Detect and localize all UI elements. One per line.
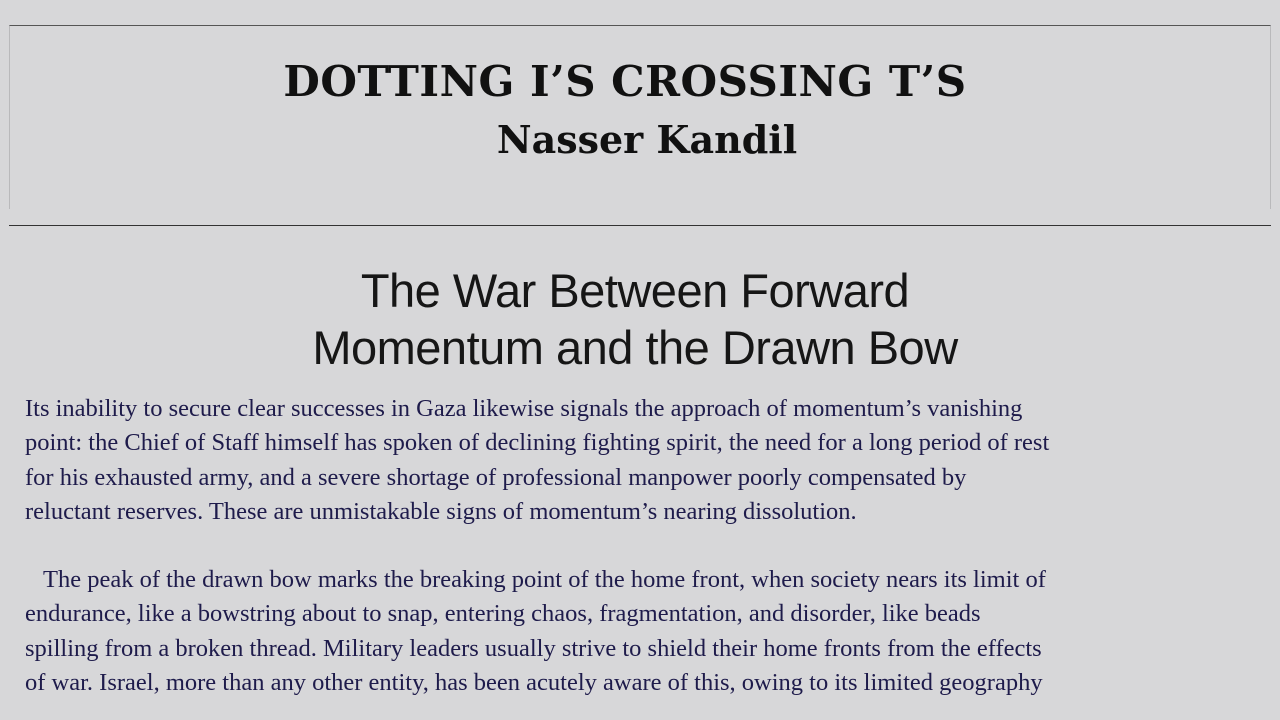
column-title: DOTTING I’S CROSSING T’S bbox=[283, 57, 967, 106]
paragraph-line: point: the Chief of Staff himself has spoken of declining fighting spirit, the need for a long period of rest bbox=[25, 429, 1050, 457]
article-title-line-1: The War Between Forward bbox=[360, 264, 910, 317]
paragraph-line: endurance, like a bowstring about to snap, entering chaos, fragmentation, and disorder, like beads bbox=[25, 600, 981, 628]
header-divider bbox=[9, 225, 1271, 226]
paragraph-line: The peak of the drawn bow marks the breaking point of the home front, when society nears its limit of bbox=[43, 566, 1046, 594]
article-title-line-2: Momentum and the Drawn Bow bbox=[312, 321, 958, 374]
paragraph-spacer bbox=[25, 529, 1261, 563]
paragraph-line: reluctant reserves. These are unmistakable signs of momentum’s nearing dissolution. bbox=[25, 497, 857, 525]
paragraph-line: Its inability to secure clear successes in Gaza likewise signals the approach of momentum’s vanishing bbox=[25, 395, 1023, 422]
paragraph-1 bbox=[25, 392, 1261, 529]
paragraph-line: for his exhausted army, and a severe shortage of professional manpower poorly compensated by bbox=[25, 463, 967, 491]
article-title bbox=[0, 262, 1270, 376]
paragraph-line: of war. Israel, more than any other entity, has been acutely aware of this, owing to its limited geography bbox=[25, 669, 1043, 697]
article-body bbox=[25, 392, 1261, 700]
paragraph-2 bbox=[25, 563, 1261, 700]
author-name: Nasser Kandil bbox=[496, 117, 798, 162]
paragraph-line: spilling from a broken thread. Military leaders usually strive to shield their home fronts from the effects bbox=[25, 634, 1042, 662]
